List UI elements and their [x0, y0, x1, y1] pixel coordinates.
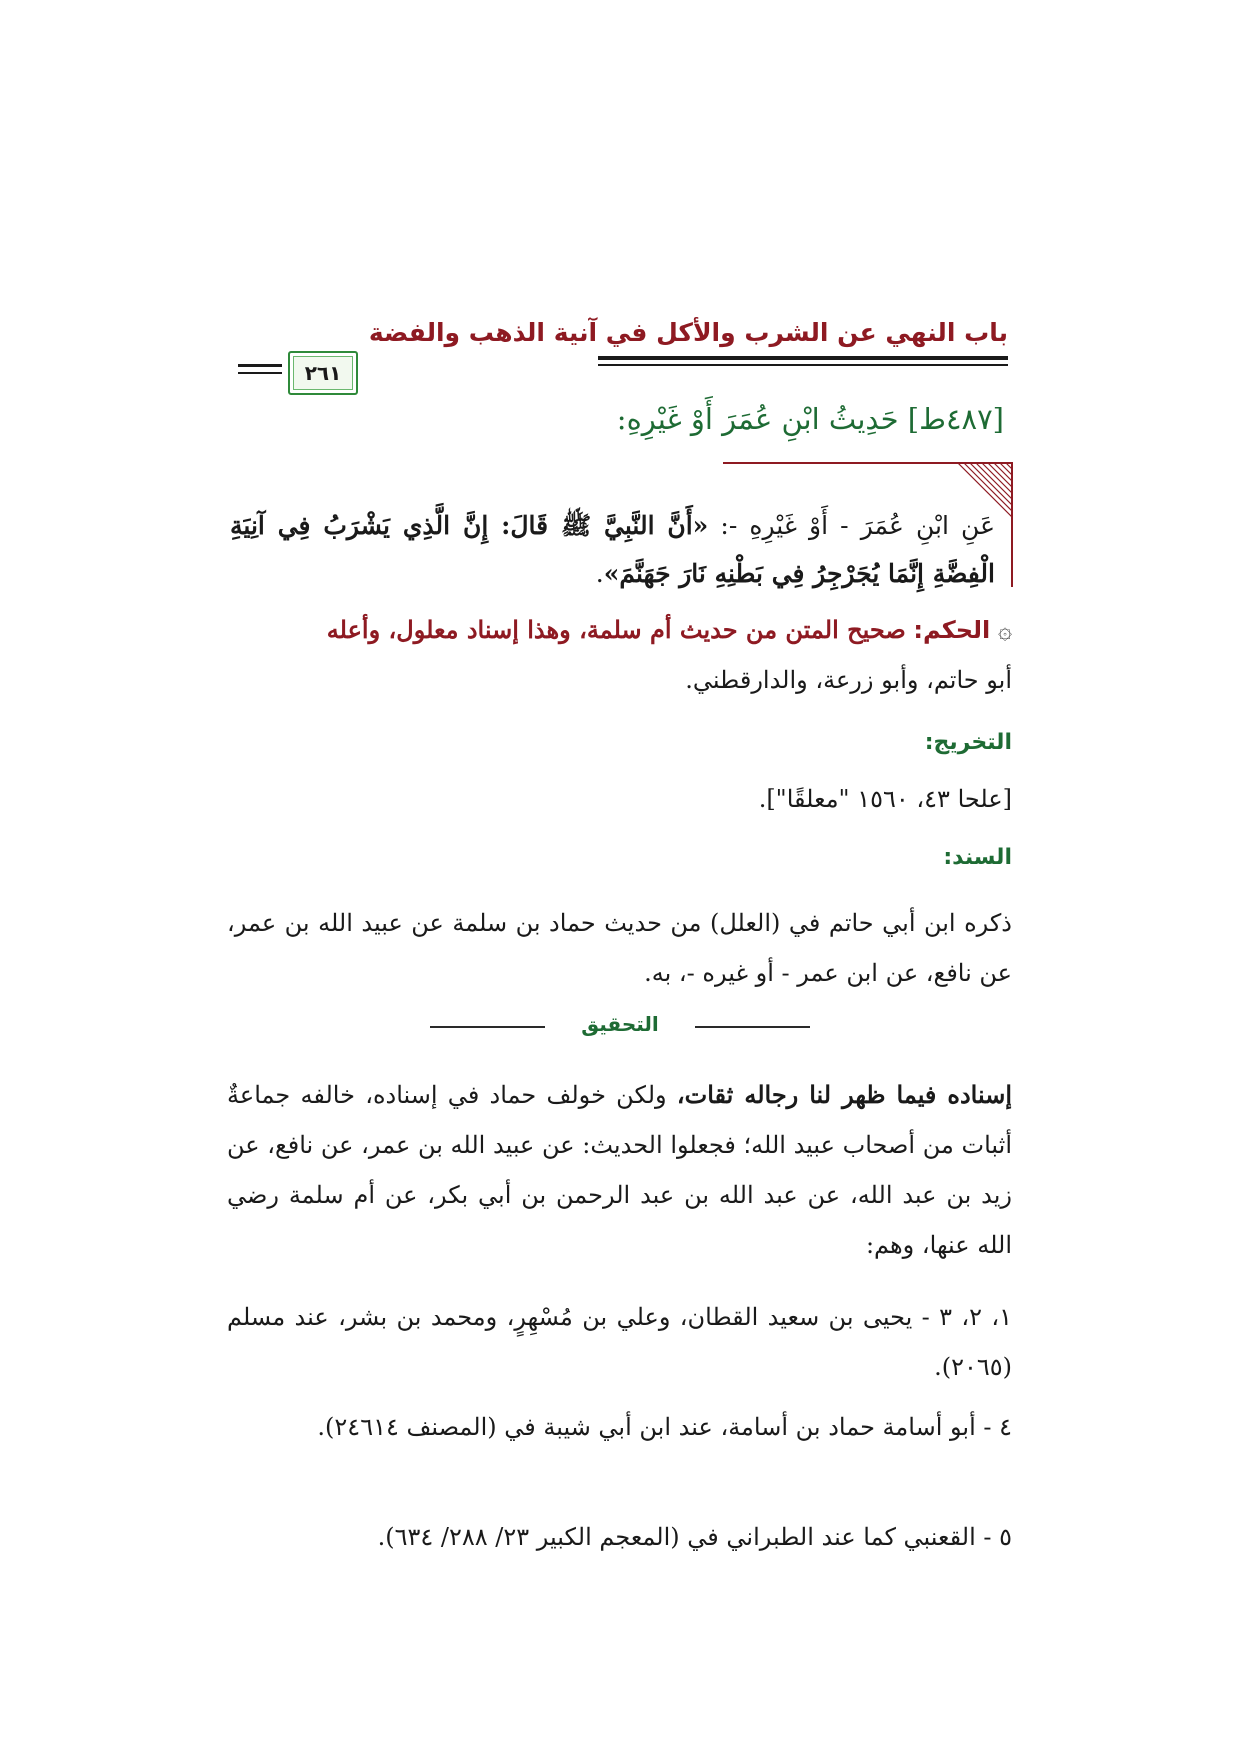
chapter-title: باب النهي عن الشرب والأكل في آنية الذهب والفضة	[368, 318, 1008, 347]
hadith-title: [٤٨٧ط] حَدِيثُ ابْنِ عُمَرَ أَوْ غَيْرِهِ:	[616, 402, 1004, 436]
tahqiq-heading: التحقيق	[581, 1012, 659, 1036]
tahqiq-item-3: ٥ - القعنبي كما عند الطبراني في (المعجم الكبير ٢٣/ ٢٨٨/ ٦٣٤).	[377, 1523, 1012, 1551]
hadith-text-end: .	[595, 559, 604, 588]
header-rule-left	[238, 364, 282, 367]
ruling-text: صحيح المتن من حديث أم سلمة، وهذا إسناد معلول، وأعله	[326, 615, 906, 644]
tahqiq-divider	[430, 1012, 810, 1042]
page-number: ٢٦١	[304, 361, 342, 385]
box-side-border	[1011, 512, 1013, 587]
box-top-border	[723, 462, 963, 464]
hadith-box	[230, 462, 1013, 592]
sanad-label: السند:	[943, 845, 1012, 870]
header-rule-left-thin	[238, 372, 282, 374]
tahqiq-item-1: ١، ٢، ٣ - يحيى بن سعيد القطان، وعلي بن مُسْهِرٍ، ومحمد بن بشر، عند مسلم (٢٠٦٥).	[227, 1303, 1013, 1381]
tahqiq-paragraph	[227, 1070, 1012, 1270]
tahqiq-item-2: ٤ - أبو أسامة حماد بن أسامة، عند ابن أبي شيبة في (المصنف ٢٤٦١٤).	[317, 1413, 1012, 1441]
header-rule-thin	[598, 364, 1008, 366]
hadith-text	[230, 502, 995, 598]
takhrij-label: التخريج:	[924, 730, 1012, 755]
flower-ornament-icon: ۞	[997, 616, 1012, 644]
tahqiq-intro-rest: ولكن خولف حماد في إسناده، خالفه جماعةٌ أثبات من أصحاب عبيد الله؛ فجعلوا الحديث: عن عبيد الله بن عمر، عن نافع، عن زيد بن عبد الله، عن عبد الله بن عبد الرحمن بن أبي بكر، عن أم سلمة رضي الله عنها، وهم:	[227, 1081, 1013, 1259]
page-number-badge	[288, 351, 358, 395]
sanad-text: ذكره ابن أبي حاتم في (العلل) من حديث حماد بن سلمة عن عبيد الله بن عمر، عن نافع، عن ابن عمر - أو غيره -، به.	[227, 909, 1012, 987]
hadith-text-quote: «أَنَّ النَّبِيَّ ﷺ قَالَ: إِنَّ الَّذِي يَشْرَبُ فِي آنِيَةِ الْفِضَّةِ إِنَّمَا يُجَرْجِرُ فِي بَطْنِهِ نَارَ جَهَنَّمَ»	[230, 511, 995, 588]
running-header	[238, 318, 1008, 398]
ruling-label: الحكم:	[913, 616, 991, 644]
ruling-continuation: أبو حاتم، وأبو زرعة، والدارقطني.	[685, 666, 1012, 694]
hadith-text-intro: عَنِ ابْنِ عُمَرَ - أَوْ غَيْرِهِ -:	[708, 511, 995, 540]
header-rule	[598, 356, 1008, 360]
tahqiq-intro-bold: إسناده فيما ظهر لنا رجاله ثقات،	[676, 1080, 1012, 1109]
ruling-paragraph	[227, 605, 1012, 705]
takhrij-reference: [علحا ٤٣، ١٥٦٠ "معلقًا"].	[758, 785, 1012, 813]
